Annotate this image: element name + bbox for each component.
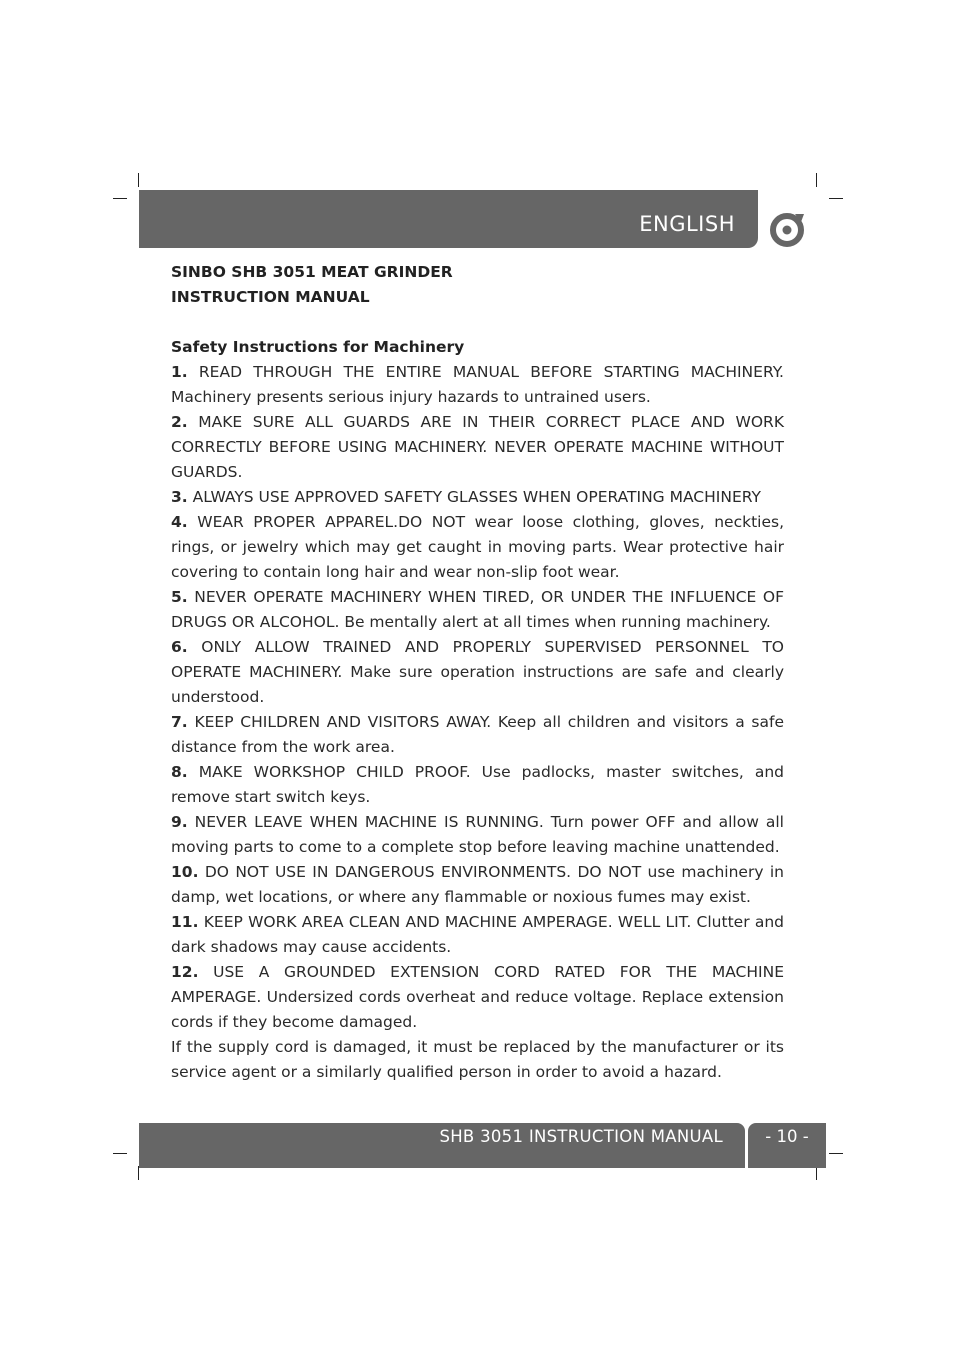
document-title-line1: SINBO SHB 3051 MEAT GRINDER xyxy=(171,263,453,281)
footer-bar xyxy=(139,1123,745,1168)
instruction-list xyxy=(171,360,784,1035)
section-heading: Safety Instructions for Machinery xyxy=(171,338,465,356)
instruction-item xyxy=(171,710,784,760)
instruction-text: NEVER OPERATE MACHINERY WHEN TIRED, OR UNDER THE INFLUENCE OF DRUGS OR ALCOHOL. Be mentally alert at all times when running machinery. xyxy=(171,588,785,631)
header-bar xyxy=(139,190,758,248)
instruction-item xyxy=(171,635,784,710)
crop-mark xyxy=(829,1153,843,1154)
instruction-text: KEEP WORK AREA CLEAN AND MACHINE AMPERAGE. WELL LIT. Clutter and dark shadows may cause accidents. xyxy=(171,913,784,956)
page-number: - 10 - xyxy=(765,1127,809,1146)
instruction-number: 3. xyxy=(171,488,188,506)
sinbo-o-logo-icon xyxy=(768,210,806,248)
instruction-item xyxy=(171,760,784,810)
instruction-number: 10. xyxy=(171,863,199,881)
instruction-text: READ THROUGH THE ENTIRE MANUAL BEFORE STARTING MACHINERY. Machinery presents serious injury hazards to untrained users. xyxy=(171,363,784,406)
instruction-item xyxy=(171,485,784,510)
crop-mark xyxy=(113,1153,127,1154)
crop-mark xyxy=(138,1166,139,1180)
instruction-number: 7. xyxy=(171,713,188,731)
instruction-text: KEEP CHILDREN AND VISITORS AWAY. Keep all children and visitors a safe distance from the work area. xyxy=(171,713,785,756)
instruction-number: 8. xyxy=(171,763,188,781)
instruction-number: 1. xyxy=(171,363,188,381)
crop-mark xyxy=(816,1166,817,1180)
instruction-text: DO NOT USE IN DANGEROUS ENVIRONMENTS. DO NOT use machinery in damp, wet locations, or where any flammable or noxious fumes may exist. xyxy=(171,863,784,906)
instruction-text: USE A GROUNDED EXTENSION CORD RATED FOR THE MACHINE AMPERAGE. Undersized cords overheat and reduce voltage. Replace extension cords if they become damaged. xyxy=(171,963,784,1031)
page-number-box xyxy=(748,1123,826,1168)
instruction-number: 6. xyxy=(171,638,188,656)
document-title-line2: INSTRUCTION MANUAL xyxy=(171,288,370,306)
instruction-item xyxy=(171,510,784,585)
instruction-item xyxy=(171,910,784,960)
closing-note: If the supply cord is damaged, it must be replaced by the manufacturer or its service agent or a similarly qualified person in order to avoid a hazard. xyxy=(171,1038,784,1081)
instruction-item xyxy=(171,585,784,635)
instruction-text: ONLY ALLOW TRAINED AND PROPERLY SUPERVISED PERSONNEL TO OPERATE MACHINERY. Make sure operation instructions are safe and clearly understood. xyxy=(171,638,784,706)
crop-mark xyxy=(113,198,127,199)
instruction-text: MAKE WORKSHOP CHILD PROOF. Use padlocks, master switches, and remove start switch keys. xyxy=(171,763,784,806)
instruction-item xyxy=(171,960,784,1035)
crop-mark xyxy=(816,173,817,187)
instruction-number: 9. xyxy=(171,813,188,831)
instruction-number: 12. xyxy=(171,963,199,981)
crop-mark xyxy=(829,198,843,199)
language-label: ENGLISH xyxy=(639,212,735,236)
instruction-number: 11. xyxy=(171,913,199,931)
manual-content xyxy=(171,260,784,1085)
instruction-text: MAKE SURE ALL GUARDS ARE IN THEIR CORRECT PLACE AND WORK CORRECTLY BEFORE USING MACHINERY. NEVER OPERATE MACHINE WITHOUT GUARDS. xyxy=(171,413,784,481)
instruction-number: 5. xyxy=(171,588,188,606)
instruction-text: ALWAYS USE APPROVED SAFETY GLASSES WHEN OPERATING MACHINERY xyxy=(192,488,761,506)
crop-mark xyxy=(138,173,139,187)
footer-manual-title: SHB 3051 INSTRUCTION MANUAL xyxy=(439,1127,723,1146)
instruction-number: 4. xyxy=(171,513,188,531)
instruction-number: 2. xyxy=(171,413,188,431)
instruction-item xyxy=(171,810,784,860)
instruction-item xyxy=(171,360,784,410)
instruction-item xyxy=(171,860,784,910)
instruction-text: NEVER LEAVE WHEN MACHINE IS RUNNING. Turn power OFF and allow all moving parts to come to a complete stop before leaving machine unattended. xyxy=(171,813,784,856)
instruction-text: WEAR PROPER APPAREL.DO NOT wear loose clothing, gloves, neckties, rings, or jewelry which may get caught in moving parts. Wear protective hair covering to contain long hair and wear non-slip foot wear. xyxy=(171,513,785,581)
instruction-item xyxy=(171,410,784,485)
